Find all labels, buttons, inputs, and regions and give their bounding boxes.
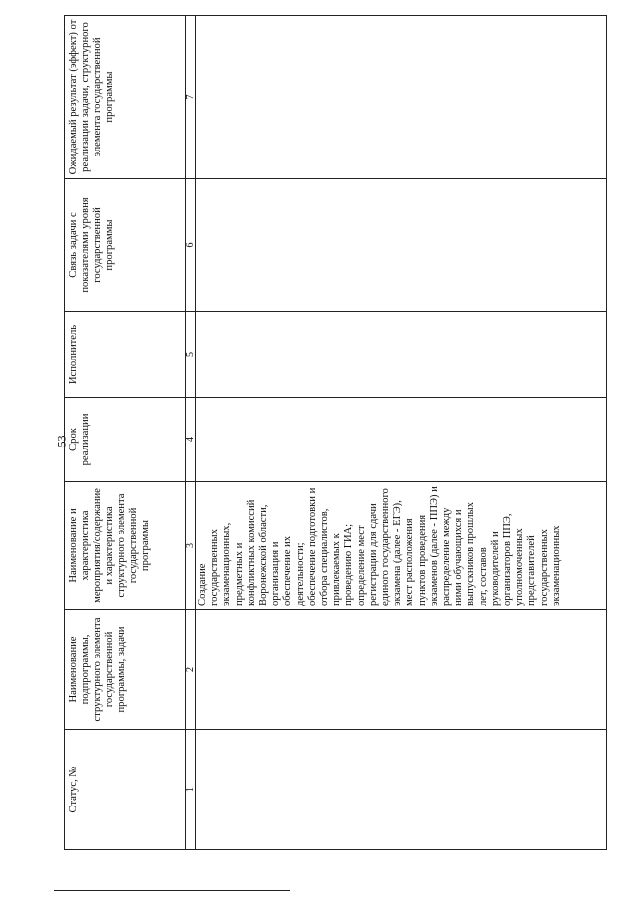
column-number-3: 3 [186,482,196,610]
cell-measure-description: Создание государственных экзаменационных, предметных и конфликтных комиссий Воронежской области, организация и обеспечение их деятельности; обеспечение подготовки и отбора специалистов, привлекаемых к проведению ГИА; определение мест регистрации для сдачи единого государственного экзамена (далее - ЕГЭ), мест расположения пунктов проведения экзаменов (далее - ППЭ) и распределение между ними обучающихся и выпускников прошлых лет, составов руководителей и организаторов ППЭ, уполномоченных представителей государственных экзаменационных [196,482,607,610]
header-indicator-link: Связь задачи с показателями уровня государственной программы [65,179,186,312]
header-row [65,16,186,850]
header-expected-result: Ожидаемый результат (эффект) от реализации задачи, структурного элемента государственной программы [65,16,186,179]
column-number-5: 5 [186,312,196,398]
header-executor: Исполнитель [65,312,186,398]
cell-status [196,730,607,850]
program-table [64,16,607,850]
column-number-1: 1 [186,730,196,850]
table-row [196,16,607,850]
page-number: 53 [54,435,69,447]
header-subprogram-name: Наименование подпрограммы, структурного элемента государственной программы, задачи [65,610,186,730]
column-number-7: 7 [186,16,196,179]
header-status: Статус, № [65,730,186,850]
column-number-row [186,16,196,850]
footnote-divider [54,890,290,891]
program-table-grid [64,15,607,850]
column-number-4: 4 [186,398,196,482]
header-measure-description: Наименование и характеристика мероприятия/содержание и характеристика структурного элемента государственной программы [65,482,186,610]
cell-term [196,398,607,482]
cell-expected-result [196,16,607,179]
cell-executor [196,312,607,398]
column-number-6: 6 [186,179,196,312]
column-number-2: 2 [186,610,196,730]
cell-subprogram-name [196,610,607,730]
header-term: Срок реализации [65,398,186,482]
cell-indicator-link [196,179,607,312]
